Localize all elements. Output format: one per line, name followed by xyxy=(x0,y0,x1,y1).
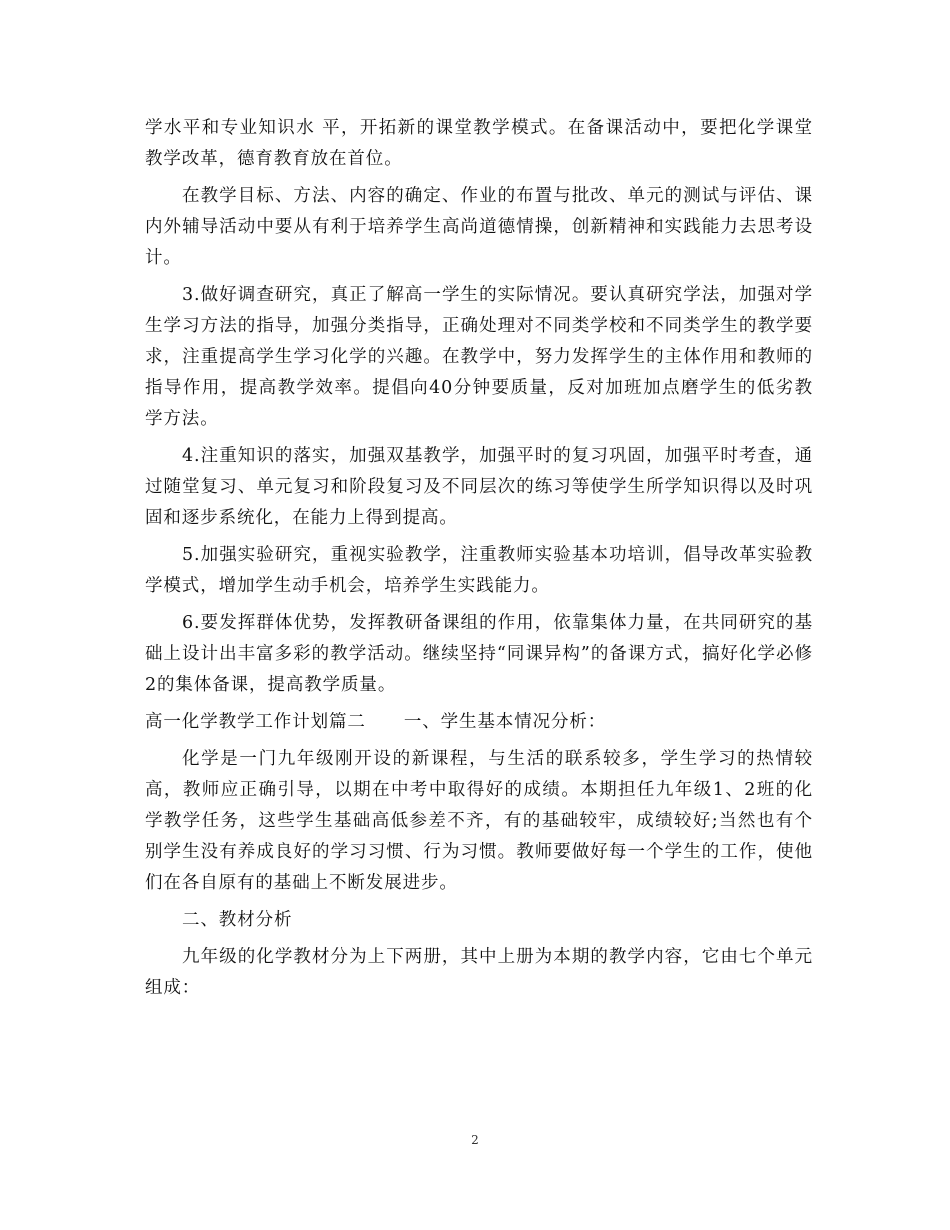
section-heading xyxy=(145,707,813,738)
paragraph-student-analysis: 化学是一门九年级刚开设的新课程，与生活的联系较多，学生学习的热情较高，教师应正确引导，以期在中考中取得好的成绩。本期担任九年级1、2班的化学教学任务，这些学生基础高低参差不齐，有的基础较牢，成绩较好;当然也有个别学生没有养成良好的学习习惯、行为习惯。教师要做好每一个学生的工作，使他们在各自原有的基础上不断发展进步。 xyxy=(145,749,813,893)
paragraph-item-5: 5.加强实验研究，重视实验教学，注重教师实验基本功培训，倡导改革实验教学模式，增加学生动手机会，培养学生实践能力。 xyxy=(145,545,813,596)
paragraph-item-4: 4.注重知识的落实，加强双基教学，加强平时的复习巩固，加强平时考查，通过随堂复习、单元复习和阶段复习及不同层次的练习等使学生所学知识得以及时巩固和逐步系统化，在能力上得到提高。 xyxy=(145,446,813,528)
paragraph-teaching-goals: 在教学目标、方法、内容的确定、作业的布置与批改、单元的测试与评估、课内外辅导活动中要从有利于培养学生高尚道德情操，创新精神和实践能力去思考设计。 xyxy=(145,186,813,268)
section-subtitle: 一、学生基本情况分析： xyxy=(403,712,607,732)
section-title: 高一化学教学工作计划篇二 xyxy=(145,712,366,732)
subheading-textbook-analysis: 二、教材分析 xyxy=(182,910,293,930)
document-body xyxy=(145,113,813,1010)
paragraph-continuation: 学水平和专业知识水 平，开拓新的课堂教学模式。在备课活动中，要把化学课堂教学改革，德育教育放在首位。 xyxy=(145,118,813,169)
page-number: 2 xyxy=(471,1133,479,1147)
paragraph-item-3: 3.做好调查研究，真正了解高一学生的实际情况。要认真研究学法，加强对学生学习方法的指导，加强分类指导，正确处理对不同类学校和不同类学生的教学要求，注重提高学生学习化学的兴趣。在教学中，努力发挥学生的主体作用和教师的指导作用，提高教学效率。提倡向40分钟要质量，反对加班加点磨学生的低劣教学方法。 xyxy=(145,285,813,429)
paragraph-item-6: 6.要发挥群体优势，发挥教研备课组的作用，依靠集体力量，在共同研究的基础上设计出丰富多彩的教学活动。继续坚持“同课异构”的备课方式，搞好化学必修2的集体备课，提高教学质量。 xyxy=(145,613,813,695)
paragraph-textbook: 九年级的化学教材分为上下两册，其中上册为本期的教学内容，它由七个单元组成： xyxy=(145,947,813,998)
